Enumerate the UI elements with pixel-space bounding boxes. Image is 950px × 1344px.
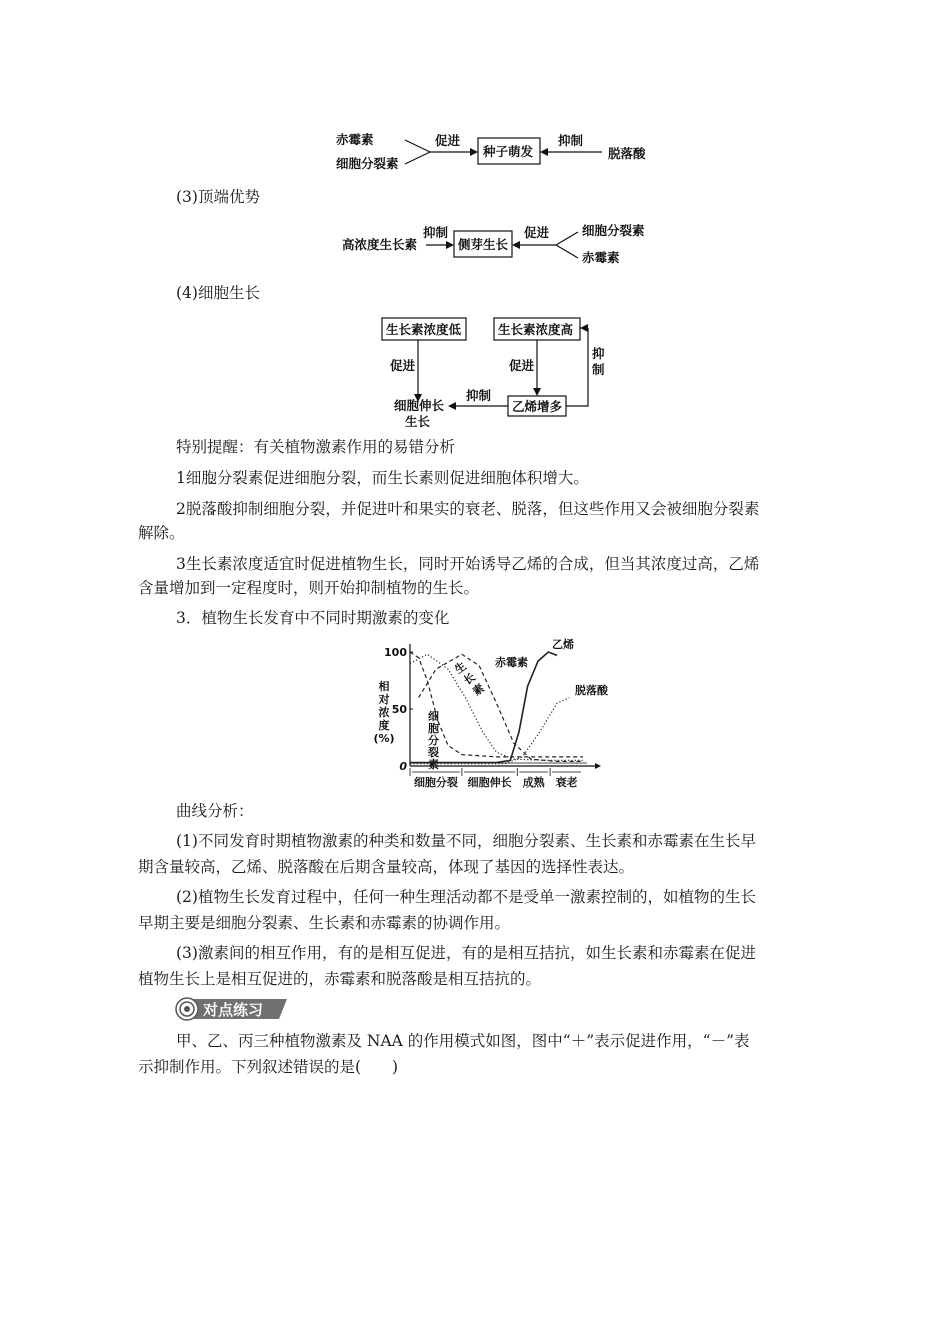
label-inhibit-bottom: 抑制 [466, 388, 492, 403]
y-tick-label: 0 [399, 760, 407, 773]
box-seed-germination-label: 种子萌发 [483, 144, 534, 159]
curve-3: (3)激素间的相互作用，有的是相互促进，有的是相互拮抗，如生长素和赤霉素在促进 [176, 944, 756, 962]
curve-2: (2)植物生长发育过程中，任何一种生理活动都不是受单一激素控制的，如植物的生长 [176, 888, 756, 906]
y-axis-label: 度 [378, 719, 390, 732]
diagram-apical-dominance [338, 218, 658, 268]
heading-apical-dominance: (3)顶端优势 [176, 188, 260, 206]
y-axis-label: 对 [378, 693, 390, 706]
question-cont: 示抑制作用。下列叙述错误的是( ) [138, 1058, 399, 1076]
stage-label: 成熟 [522, 776, 545, 789]
series-label: 乙烯 [552, 638, 574, 651]
series-label: 分 [428, 734, 439, 747]
box-auxin-high-label: 生长素浓度高 [498, 322, 574, 337]
series-label: 素 [470, 681, 487, 699]
tip-2-cont: 解除。 [138, 524, 185, 542]
y-tick-label: 50 [391, 703, 407, 716]
series-label: 脱落酸 [575, 684, 608, 697]
tip-title: 特别提醒：有关植物激素作用的易错分析 [176, 438, 456, 456]
tip-1-text: 1细胞分裂素促进细胞分裂，而生长素则促进细胞体积增大。 . [176, 469, 589, 487]
label-abscisic-acid: 脱落酸 [608, 146, 646, 161]
label-gibberellin: 赤霉素 [336, 132, 374, 147]
curve-1: (1)不同发育时期植物激素的种类和数量不同，细胞分裂素、生长素和赤霉素在生长早 [176, 832, 756, 850]
x-axis-arrow [595, 763, 601, 769]
label-gibberellin-2: 赤霉素 [582, 250, 620, 265]
y-tick-label: 100 [384, 646, 407, 659]
tip-1 [138, 463, 818, 494]
series-label: 胞 [428, 722, 439, 735]
series-label: 赤霉素 [495, 656, 528, 669]
label-promote-2: 促进 [524, 225, 550, 240]
label-high-auxin: 高浓度生长素 [342, 237, 418, 252]
label-promote: 促进 [435, 133, 461, 148]
y-axis-label: 相 [378, 680, 390, 693]
tip-2-text: 2脱落酸抑制细胞分裂，并促进叶和果实的衰老、脱落，但这些作用又会被细胞分裂素 . [176, 500, 759, 518]
series-label: 细 [428, 710, 439, 723]
tip-3-text: 3生长素浓度适宜时促进植物生长，同时开始诱导乙烯的合成，但当其浓度过高，乙烯 . [176, 555, 759, 573]
series-line [419, 654, 583, 761]
label-inhibit-side-1: 抑 [592, 346, 605, 361]
box-lateral-bud-label: 侧芽生长 [458, 237, 509, 252]
label-inhibit: 抑制 [558, 133, 584, 148]
box-auxin-low-label: 生长素浓度低 [386, 322, 462, 337]
label-cell-elongation: 细胞伸长 [394, 398, 445, 413]
section-3-title: 3．植物生长发育中不同时期激素的变化 [176, 609, 450, 627]
label-growth: 生长 [405, 414, 431, 429]
y-axis-label: (%) [373, 732, 395, 745]
heading-cell-growth: (4)细胞生长 [176, 284, 260, 302]
label-cytokinin-2: 细胞分裂素 [582, 223, 645, 238]
label-promote-right: 促进 [509, 358, 535, 373]
hormone-chart [370, 636, 610, 796]
label-inhibit-2: 抑制 [423, 225, 449, 240]
series-label: 素 [428, 758, 439, 771]
curve-2-cont: 早期主要是细胞分裂素、生长素和赤霉素的协调作用。 [138, 914, 511, 932]
stage-label: 细胞伸长 [467, 776, 512, 789]
curve-title: 曲线分析： [176, 802, 254, 820]
y-axis-label: 浓 [378, 706, 390, 719]
practice-label: 对点练习 [203, 1001, 264, 1019]
curve-1-cont: 期含量较高，乙烯、脱落酸在后期含量较高，体现了基因的选择性表达。 [138, 858, 635, 876]
question: 甲、乙、丙三种植物激素及 NAA 的作用模式如图，图中“＋”表示促进作用，“－”表 [176, 1032, 750, 1050]
curve-3-cont: 植物生长上是相互促进的，赤霉素和脱落酸是相互拮抗的。 [138, 970, 542, 988]
label-cytokinin: 细胞分裂素 [336, 156, 399, 171]
series-label: 长 [461, 670, 478, 688]
stage-label: 细胞分裂 [413, 776, 458, 789]
tip-3-cont: 含量增加到一定程度时，则开始抑制植物的生长。 [138, 579, 480, 597]
box-ethylene-label: 乙烯增多 [512, 399, 563, 414]
practice-badge [175, 997, 295, 1021]
diagram-cell-growth [378, 312, 608, 417]
stage-label: 衰老 [555, 776, 578, 789]
series-label: 生 [452, 659, 469, 677]
diagram-seed-germination [330, 125, 660, 180]
label-promote-left: 促进 [390, 358, 416, 373]
series-label: 裂 [428, 746, 439, 759]
label-inhibit-side-2: 制 [592, 362, 605, 377]
